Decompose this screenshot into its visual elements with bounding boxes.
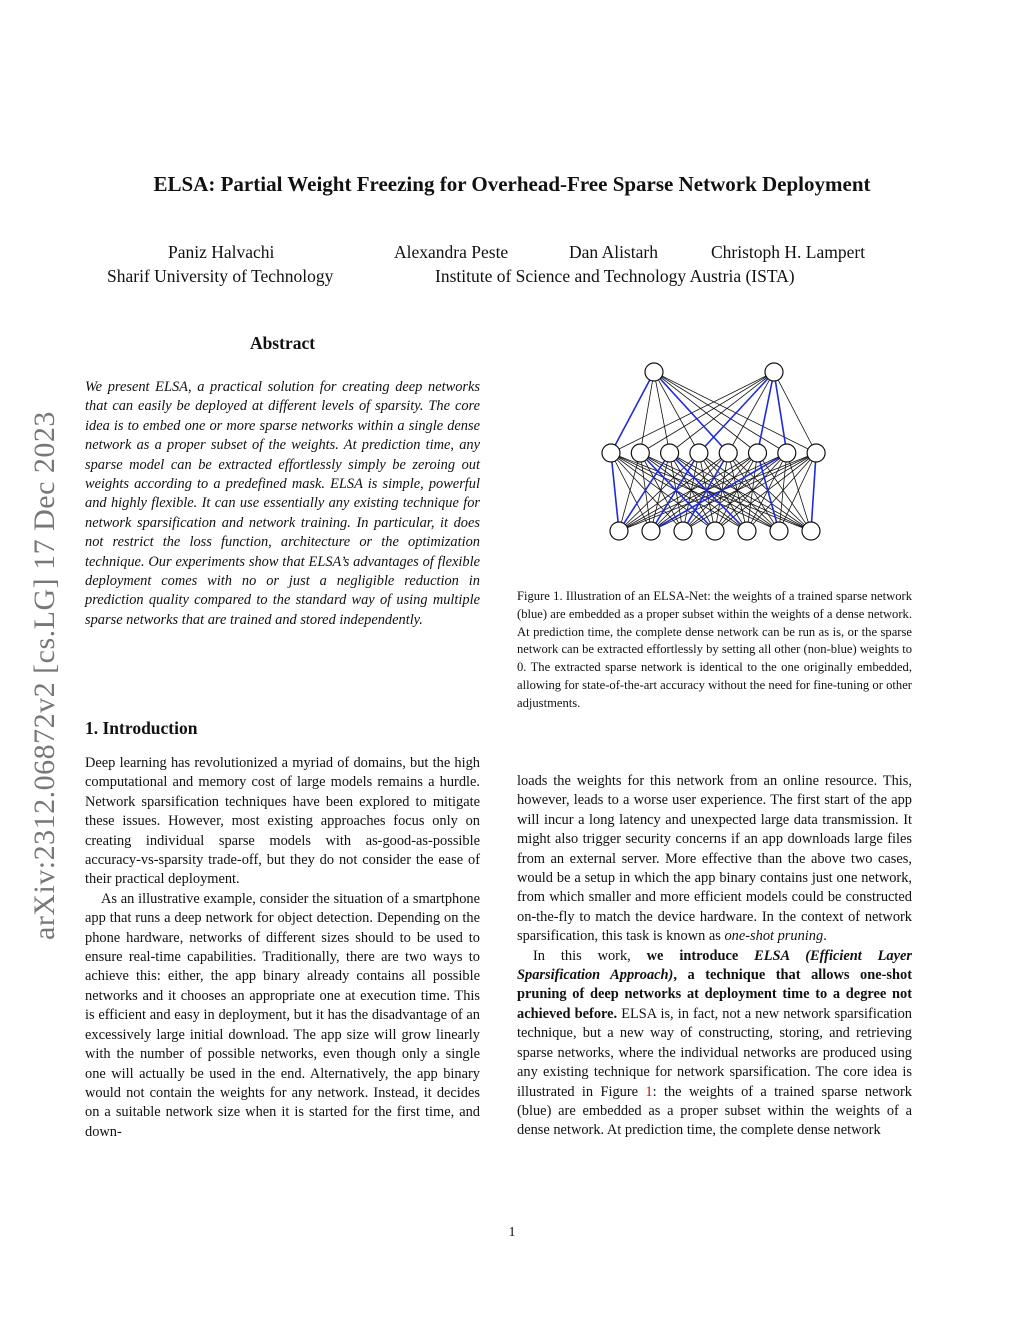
intro-right-column [517, 772, 912, 1141]
dense-edge [699, 453, 715, 531]
input-node [706, 522, 724, 540]
input-node [770, 522, 788, 540]
elsa-expansion: ELSA (Efficient Layer Sparsification Approach) [517, 947, 912, 984]
hidden-node [807, 444, 825, 462]
intro-paragraph-2: As an illustrative example, consider the situation of a smartphone app that runs a deep network for object detection. Depending on the phone hardware, networks of different sizes should to be used to ensure real-time capabilities. Traditionally, there are two ways to achieve this: either, the app binary already contains all possible networks and it chooses an appropriate one at execution time. This is efficient and easy in deployment, but it has the disadvantage of an excessively large initial download. The app size will grow linearly with the number of possible networks, even though only a single one will actually be used in the end. Alternatively, the app binary would not contain the weights for any network. Instead, it decides on a suitable network size when it is started for the first time, and down- [85, 890, 480, 1140]
input-node [642, 522, 660, 540]
author-3: Dan Alistarh [569, 242, 658, 262]
dense-edge [670, 372, 774, 453]
figure-caption: Figure 1. Illustration of an ELSA-Net: the weights of a trained sparse network (blue) are embedded as a proper subset within the weights of a dense network. At prediction time, the complete dense network can be run as is, or the sparse network can be extracted effortlessly by setting all other (non-blue) weights to 0. The extracted sparse network is identical to the one originally embedded, allowing for state-of-the-art accuracy without the need for fine-tuning or other adjustments. [517, 589, 912, 710]
sparse-edge [611, 453, 619, 531]
input-node [738, 522, 756, 540]
hidden-node [661, 444, 679, 462]
author-1: Paniz Halvachi [168, 242, 275, 262]
p3-end: . [823, 928, 827, 945]
dense-edge [619, 453, 758, 531]
intro-paragraph-3 [517, 772, 912, 947]
intro-paragraph-1: Deep learning has revolutionized a myriad of domains, but the high computational and memory cost of large models remains a hurdle. Network sparsification techniques have been explored to mitigate these issues. However, most existing approaches focus only on creating individual sparse models with as-good-as-possible accuracy-vs-sparsity trade-off, but they do not consider the ease of their practical deployment. [85, 755, 480, 888]
paper-title: ELSA: Partial Weight Freezing for Overhead-Free Sparse Network Deployment [153, 172, 871, 196]
abstract-text [85, 378, 480, 630]
hidden-node [778, 444, 796, 462]
dense-edge [699, 453, 811, 531]
hidden-node [749, 444, 767, 462]
intro-left-column [85, 754, 480, 1142]
p4-end: : the weights of a trained sparse network (blue) are embedded as a proper subset within the weights of a dense network. At prediction time, the complete dense network [517, 1083, 912, 1139]
sparse-edge [654, 372, 728, 453]
affiliation-2: Institute of Science and Technology Austria (ISTA) [435, 266, 795, 286]
intro-heading: 1. Introduction [85, 718, 198, 738]
abstract-paragraph: We present ELSA, a practical solution for creating deep networks that can easily be deployed at different levels of sparsity. The core idea is to embed one or more sparse networks within a single dense network as a proper subset of the weights. At prediction time, any sparse model can be extracted effortlessly simply be zeroing out weights according to a predefined mask. ELSA is simple, powerful and highly flexible. It can use essentially any existing technique for network sparsification and network training. In particular, it does not restrict the loss function, architecture or the optimization technique. Our experiments show that ELSA’s advantages of flexible deployment comes with no or just a negligible reduction in prediction quality compared to the standard way of using multiple sparse networks that are trained and stored independently. [85, 379, 480, 628]
one-shot-pruning-term: one-shot pruning [724, 928, 824, 945]
output-node [645, 363, 663, 381]
p4-start: In this work, [533, 947, 647, 964]
input-node [610, 522, 628, 540]
dense-edge [747, 453, 758, 531]
elsa-net-figure [595, 358, 835, 543]
input-node [802, 522, 820, 540]
hidden-node [690, 444, 708, 462]
affiliation-1: Sharif University of Technology [107, 266, 334, 286]
page-number: 1 [508, 1225, 516, 1240]
dense-edge [654, 372, 758, 453]
p3-text: loads the weights for this network from an online resource. This, however, leads to a worse user experience. The first start of the app will incur a long latency and unexpected large data transmission. It might also trigger security concerns if an app downloads large files from an external server. More effective than the above two cases, would be a setup in which the app binary contains just one network, from which smaller and more efficient models could be constructed on-the-fly to match the device hardware. In the context of network sparsification, this task is known as [517, 773, 912, 945]
author-2: Alexandra Peste [394, 242, 509, 262]
arxiv-side-label: arXiv:2312.06872v2 [cs.LG] 17 Dec 2023 [28, 411, 61, 940]
p4-bold-1: we introduce [646, 947, 755, 964]
hidden-node [631, 444, 649, 462]
input-node [674, 522, 692, 540]
hidden-node [719, 444, 737, 462]
hidden-node [602, 444, 620, 462]
figure-1-link[interactable]: 1 [645, 1083, 653, 1100]
dense-edge [654, 372, 670, 453]
abstract-heading: Abstract [249, 333, 316, 353]
sparse-edge [758, 372, 775, 453]
output-node [765, 363, 783, 381]
sparse-edge [811, 453, 816, 531]
p4-rest: ELSA is, in fact, not a new network sparsification technique, but a new way of constructing, storing, and retrieving sparse networks, where the individual networks are produced using any existing technique for network sparsification. The core idea is illustrated in Figure [517, 1005, 912, 1100]
dense-edge [670, 453, 779, 531]
sparse-edge [699, 372, 774, 453]
p4-bold-2: , a technique that allows one-shot pruning of deep networks at deployment time to a degree not achieved before. [517, 967, 912, 1022]
intro-paragraph-4 [517, 947, 912, 1141]
author-4: Christoph H. Lampert [711, 242, 866, 262]
